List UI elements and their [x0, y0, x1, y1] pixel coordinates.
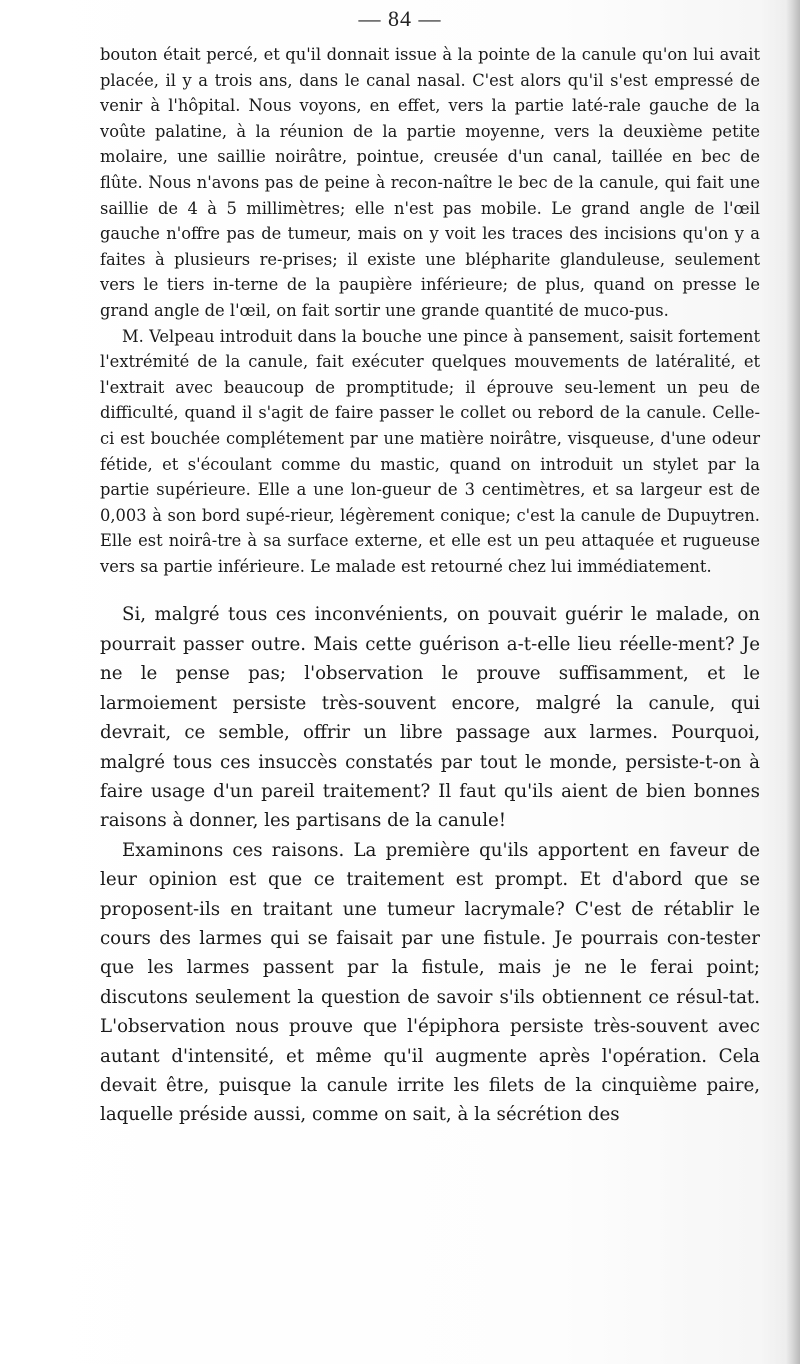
page-edge-shadow	[786, 0, 800, 1364]
paragraph-examinons-raisons: Examinons ces raisons. La première qu'ils apportent en faveur de leur opinion est que ce traitement est prompt. Et d'abord que se proposent-ils en traitant une tumeur lacrymale? C'est de rétablir le cours des larmes qui se faisait par une fistule. Je pourrais con-tester que les larmes passent par la fistule, mais je ne le ferai point; discutons seulement la question de savoir s'ils obtiennent ce résul-tat. L'observation nous prouve que l'épiphora persiste très-souvent avec autant d'intensité, et même qu'il augmente après l'opération. Cela devait être, puisque la canule irrite les filets de la cinquième paire, laquelle préside aussi, comme on sait, à la sécrétion des	[100, 839, 760, 1126]
paragraph-observation-continued: bouton était percé, et qu'il donnait issue à la pointe de la canule qu'on lui avait placée, il y a trois ans, dans le canal nasal. C'est alors qu'il s'est empressé de venir à l'hôpital. Nous voyons, en effet, vers la partie laté-rale gauche de la voûte palatine, à la réunion de la partie moyenne, vers la deuxième petite molaire, une saillie noirâtre, pointue, creusée d'un canal, taillée en bec de flûte. Nous n'avons pas de peine à recon-naître le bec de la canule, qui fait une saillie de 4 à 5 millimètres; elle n'est pas mobile. Le grand angle de l'œil gauche n'offre pas de tumeur, mais on y voit les traces des incisions qu'on y a faites à plusieurs re-prises; il existe une blépharite glanduleuse, seulement vers le tiers in-terne de la paupière inférieure; de plus, quand on presse le grand angle de l'œil, on fait sortir une grande quantité de muco-pus.	[100, 45, 760, 320]
section-gap	[100, 579, 760, 600]
paragraph-guerison-question: Si, malgré tous ces inconvénients, on pouvait guérir le malade, on pourrait passer outre. Mais cette guérison a-t-elle lieu réelle-ment? Je ne le pense pas; l'observation le prouve suffisamment, et le larmoiement persiste très-souvent encore, malgré la canule, qui devrait, ce semble, offrir un libre passage aux larmes. Pourquoi, malgré tous ces insuccès constatés par tout le monde, persiste-t-on à faire usage d'un pareil traitement? Il faut qu'ils aient de bien bonnes raisons à donner, les partisans de la canule!	[100, 604, 760, 832]
paragraph-velpeau-extraction: M. Velpeau introduit dans la bouche une pince à pansement, saisit fortement l'extrémité de la canule, fait exécuter quelques mouvements de latéralité, et l'extrait avec beaucoup de promptitude; il éprouve seu-lement un peu de difficulté, quand il s'agit de faire passer le collet ou rebord de la canule. Celle-ci est bouchée complétement par une matière noirâtre, visqueuse, d'une odeur fétide, et s'écoulant comme du mastic, quand on introduit un stylet par la partie supérieure. Elle a une lon-gueur de 3 centimètres, et sa largeur est de 0,003 à son bord supé-rieur, légèrement conique; c'est la canule de Dupuytren. Elle est noirâ-tre à sa surface externe, et elle est un peu attaquée et rugueuse vers sa partie inférieure. Le malade est retourné chez lui immédiatement.	[100, 326, 760, 576]
page-number: — 84 —	[358, 6, 442, 31]
body-text	[100, 42, 760, 1130]
